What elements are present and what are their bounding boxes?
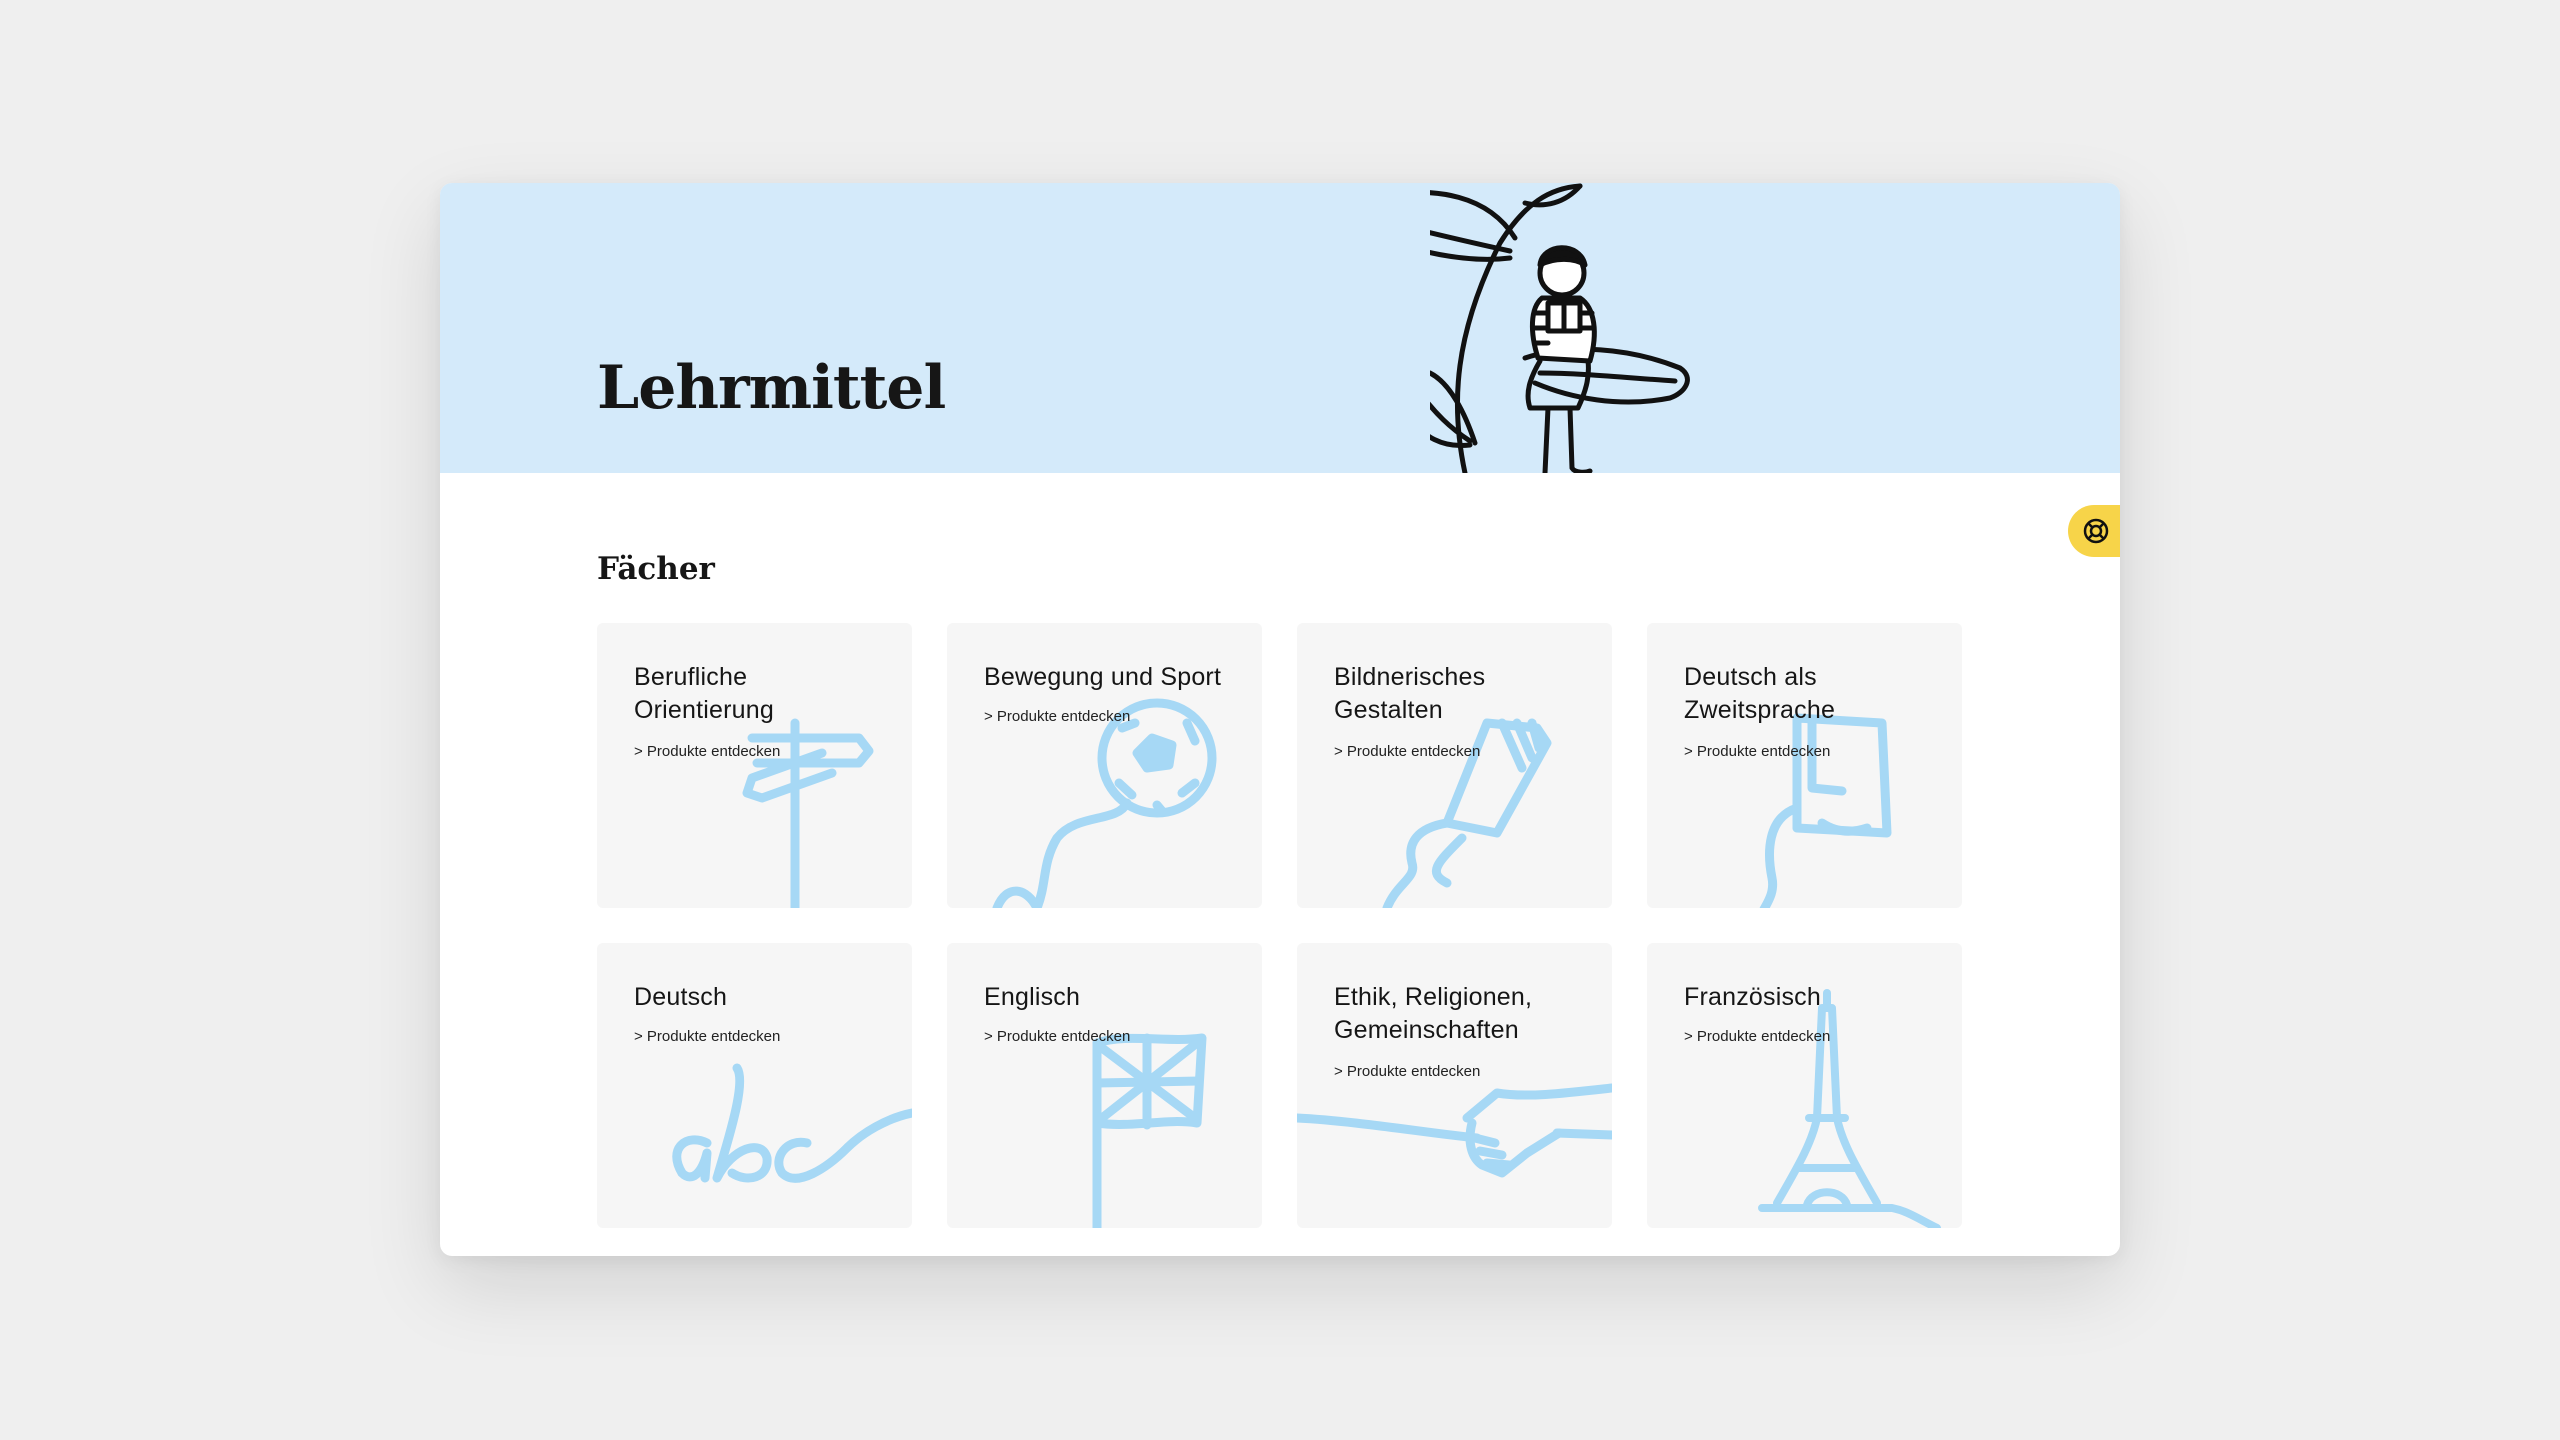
discover-products-link[interactable]: > Produkte entdecken [1334, 1063, 1481, 1080]
boy-reading-on-plant-illustration [1430, 183, 1750, 473]
subject-card-ethik-religionen-gemeinschaften[interactable] [1297, 943, 1612, 1228]
discover-products-link[interactable]: > Produkte entdecken [634, 1028, 781, 1045]
subject-card-deutsch-als-zweitsprache[interactable] [1647, 623, 1962, 908]
discover-products-link[interactable]: > Produkte entdecken [1684, 743, 1831, 760]
subject-title: Ethik, Religionen, Gemeinschaften [1334, 983, 1533, 1044]
lifebuoy-icon [2082, 517, 2110, 545]
discover-products-link[interactable]: > Produkte entdecken [1334, 743, 1481, 760]
discover-products-link[interactable]: > Produkte entdecken [634, 743, 781, 760]
subject-card-bewegung-und-sport[interactable] [947, 623, 1262, 908]
subject-card-deutsch[interactable] [597, 943, 912, 1228]
subject-card-berufliche-orientierung[interactable] [597, 623, 912, 908]
subject-title: Bildnerisches Gestalten [1334, 663, 1486, 724]
subject-card-bildnerisches-gestalten[interactable] [1297, 623, 1612, 908]
subject-title: Berufliche Orientierung [634, 663, 774, 724]
main-window [440, 183, 2120, 1256]
subject-card-englisch[interactable] [947, 943, 1262, 1228]
hero-banner [440, 183, 2120, 473]
subject-title: Bewegung und Sport [984, 663, 1222, 691]
discover-products-link[interactable]: > Produkte entdecken [1684, 1028, 1831, 1045]
section-title-faecher: Fächer [597, 551, 715, 587]
page-title: Lehrmittel [597, 353, 946, 423]
discover-products-link[interactable]: > Produkte entdecken [984, 1028, 1131, 1045]
subject-title: Englisch [984, 983, 1081, 1011]
subject-card-franzoesisch[interactable] [1647, 943, 1962, 1228]
help-button[interactable] [2068, 505, 2120, 557]
subject-title: Französisch [1684, 983, 1821, 1011]
subject-title: Deutsch [634, 983, 728, 1011]
subject-title: Deutsch als Zweitsprache [1684, 663, 1836, 724]
discover-products-link[interactable]: > Produkte entdecken [984, 708, 1131, 725]
